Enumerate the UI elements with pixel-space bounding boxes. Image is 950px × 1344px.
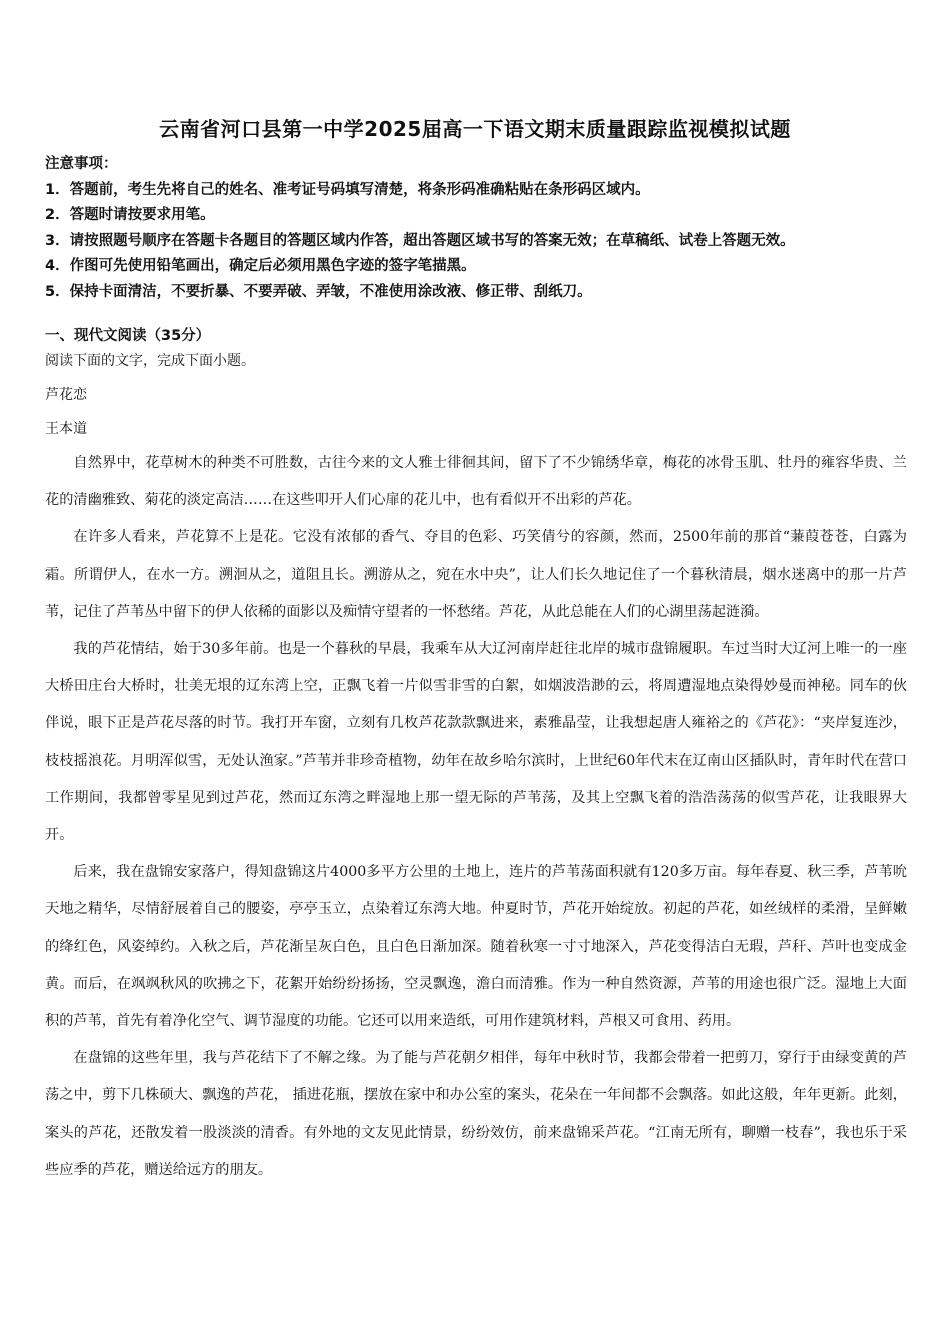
article-paragraph: 我的芦花情结，始于30多年前。也是一个暮秋的早晨，我乘车从大辽河南岸赶往北岸的城市盘锦履职。车过当时大辽河上唯一的一座大桥田庄台大桥时，壮美无垠的辽东湾上空，正飘飞着一片似雪非雪的白絮，如烟波浩渺的云，将周遭湿地点染得妙曼而神秘。同车的伙伴说，眼下正是芦花尽落的时节。我打开车窗，立刻有几枚芦花款款飘进来，素雅晶莹，让我想起唐人雍裕之的《芦花》：“夹岸复连沙，枝枝摇浪花。月明浑似雪，无处认渔家。”芦苇并非珍奇植物，幼年在故乡哈尔滨时，上世纪60年代末在辽南山区插队时，青年时代在营口工作期间，我都曾零星见到过芦花，然而辽东湾之畔湿地上那一望无际的芦苇荡，及其上空飘飞着的浩浩荡荡的似雪芦花，让我眼界大开。 bbox=[45, 641, 907, 844]
article-body bbox=[45, 445, 907, 1189]
notes-heading: 注意事项： bbox=[45, 156, 118, 172]
notes-item: 2．答题时请按要求用笔。 bbox=[45, 207, 215, 223]
article-author: 王本道 bbox=[45, 421, 87, 437]
article-paragraph: 在盘锦的这些年里，我与芦花结下了不解之缘。为了能与芦花朝夕相伴，每年中秋时节，我都会带着一把剪刀，穿行于由绿变黄的芦荡之中，剪下几株硕大、飘逸的芦花， 插进花瓶，摆放在家中和办公室的案头，花朵在一年间都不会飘落。如此这般，年年更新。此刻，案头的芦花，还散发着一股淡淡的清香。有外地的文友见此情景，纷纷效仿，前来盘锦采芦花。“江南无所有，聊赠一枝春”，我也乐于采些应季的芦花，赠送给远方的朋友。 bbox=[45, 1050, 907, 1178]
article-paragraph: 后来，我在盘锦安家落户，得知盘锦这片4000多平方公里的土地上，连片的芦苇荡面积就有120多万亩。每年春夏、秋三季，芦苇吮天地之精华，尽情舒展着自己的腰姿，亭亭玉立，点染着辽东湾大地。仲夏时节，芦花开始绽放。初起的芦花，如丝绒样的柔滑，呈鲜嫩的绛红色，风姿绰约。入秋之后，芦花渐呈灰白色，且白色日渐加深。随着秋寒一寸寸地深入，芦花变得洁白无瑕，芦秆、芦叶也变成金黄。而后，在飒飒秋风的吹拂之下，花絮开始纷纷扬扬，空灵飘逸，澹白而清雅。作为一种自然资源，芦苇的用途也很广泛。湿地上大面积的芦苇，首先有着净化空气、调节湿度的功能。它还可以用来造纸，可用作建筑材料，芦根又可食用、药用。 bbox=[45, 864, 907, 1030]
notes-item: 5．保持卡面清洁，不要折暴、不要弄破、弄皱，不准使用涂改液、修正带、刮纸刀。 bbox=[45, 283, 592, 300]
notes-section bbox=[45, 152, 915, 305]
article-paragraph: 在许多人看来，芦花算不上是花。它没有浓郁的香气、夺目的色彩、巧笑倩兮的容颜，然而，2500年前的那首“蒹葭苍苍，白露为霜。所谓伊人，在水一方。溯洄从之，道阻且长。溯游从之，宛在水中央”，让人们长久地记住了一个暮秋清晨，烟水迷离中的那一片芦苇，记住了芦苇丛中留下的伊人依稀的面影以及痴情守望者的一怀愁绪。芦花，从此总能在人们的心湖里荡起涟漪。 bbox=[45, 529, 907, 620]
section-heading: 一、现代文阅读（35分） bbox=[45, 328, 211, 344]
article-title: 芦花恋 bbox=[45, 387, 87, 403]
notes-item: 3．请按照题号顺序在答题卡各题目的答题区域内作答，超出答题区域书写的答案无效；在草稿纸、试卷上答题无效。 bbox=[45, 232, 795, 249]
page-title: 云南省河口县第一中学2025届高一下语文期末质量跟踪监视模拟试题 bbox=[159, 117, 791, 141]
notes-item: 4．作图可先使用铅笔画出，确定后必须用黑色字迹的签字笔描黑。 bbox=[45, 258, 476, 274]
notes-item: 1．答题前，考生先将自己的姓名、准考证号码填写清楚，将条形码准确粘贴在条形码区域内。 bbox=[45, 181, 650, 198]
article-paragraph: 自然界中，花草树木的种类不可胜数，古往今来的文人雅士徘徊其间，留下了不少锦绣华章，梅花的冰骨玉肌、牡丹的雍容华贵、兰花的清幽雅致、菊花的淡定高洁……在这些叩开人们心扉的花儿中，也有看似开不出彩的芦花。 bbox=[45, 455, 907, 509]
section-instruction: 阅读下面的文字，完成下面小题。 bbox=[45, 353, 255, 369]
